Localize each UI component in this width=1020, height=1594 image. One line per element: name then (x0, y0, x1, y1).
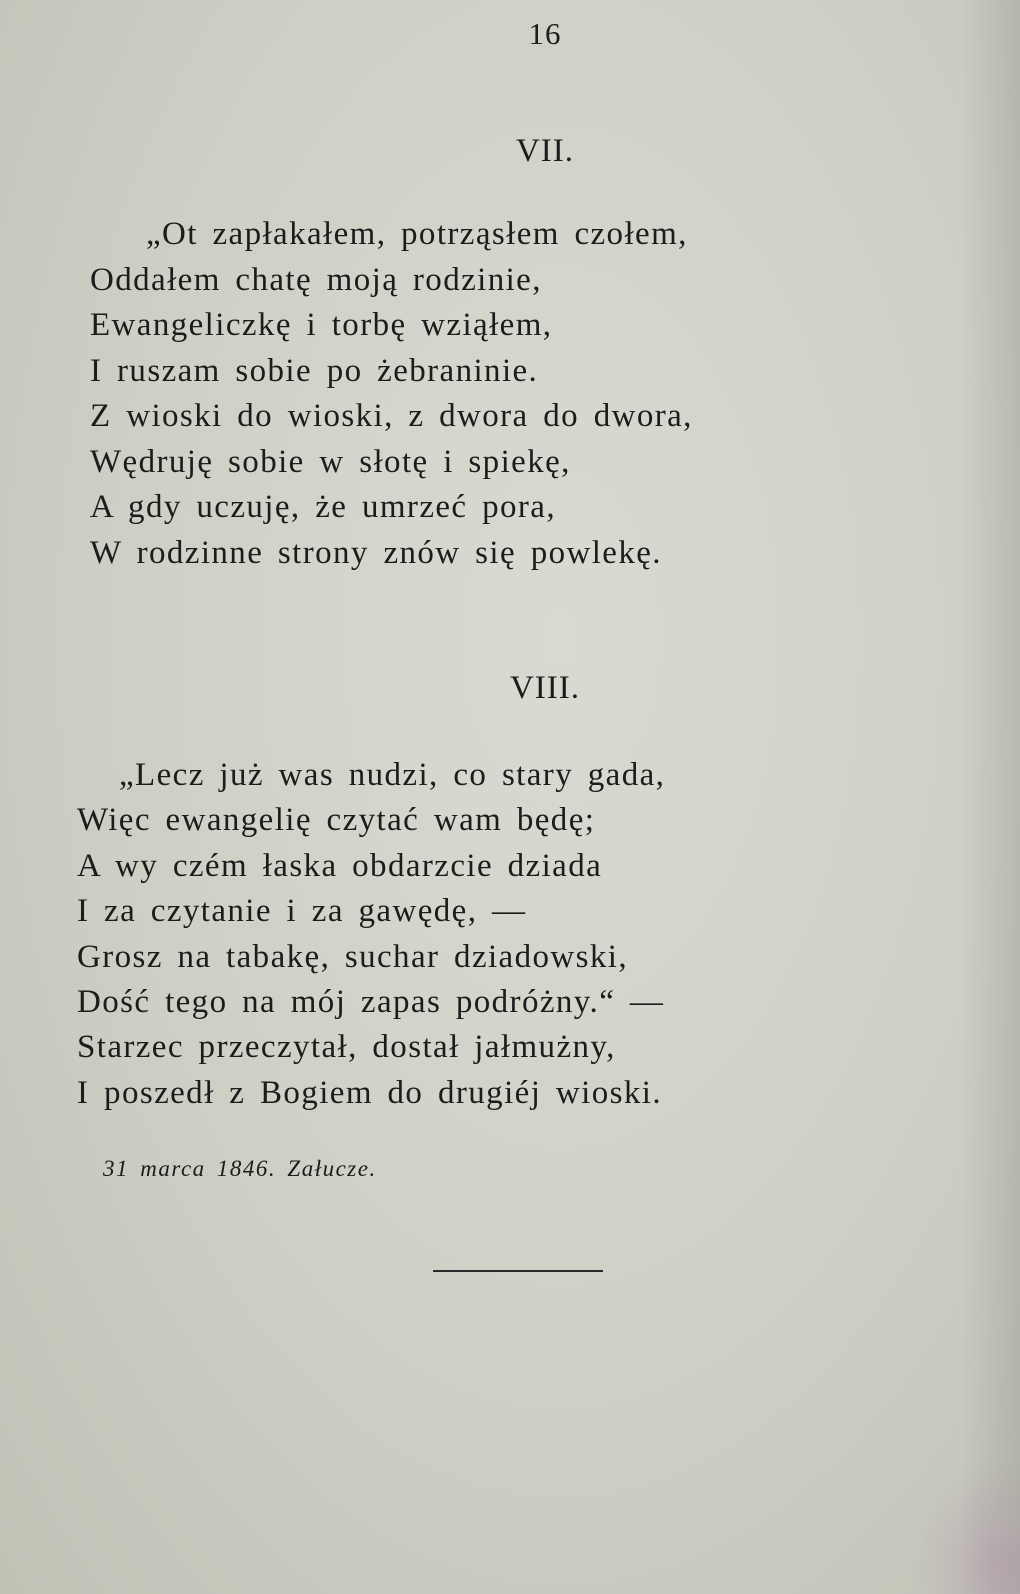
verse-line: Grosz na tabakę, suchar dziadowski, (77, 938, 628, 975)
verse-line: „Ot zapłakałem, potrząsłem czołem, (146, 216, 688, 252)
verse-line: Dość tego na mój zapas podróżny.“ — (77, 983, 665, 1020)
page-number: 16 (528, 16, 562, 51)
verse-line: Starzec przeczytał, dostał jałmużny, (77, 1029, 616, 1066)
verse-line: I za czytanie i za gawędę, — (77, 893, 527, 930)
verse-line: Z wioski do wioski, z dwora do dwora, (90, 398, 693, 434)
verse-line: I ruszam sobie po żebraninie. (90, 352, 539, 389)
section-heading-vii: VII. (515, 133, 575, 169)
section-heading-viii: VIII. (509, 670, 581, 706)
verse-line: A gdy uczuję, że umrzeć pora, (90, 489, 556, 525)
verse-line: „Lecz już was nudzi, co stary gada, (119, 757, 666, 793)
verse-line: Ewangeliczkę i torbę wziąłem, (90, 307, 553, 343)
stanza-viii (77, 753, 665, 1116)
verse-line: I poszedł z Bogiem do drugiéj wioski. (77, 1074, 662, 1111)
verse-line: A wy czém łaska obdarzcie dziada (77, 847, 603, 884)
verse-line: Oddałem chatę moją rodzinie, (90, 261, 542, 298)
verse-line: Wędruję sobie w słotę i spiekę, (90, 443, 571, 480)
dateline: 31 marca 1846. Załucze. (103, 1156, 377, 1181)
verse-line: W rodzinne strony znów się powlekę. (90, 534, 662, 571)
page-edge-shadow (960, 0, 1020, 1594)
verse-line: Więc ewangelię czytać wam będę; (77, 802, 596, 839)
end-rule (433, 1270, 603, 1272)
paper-stain (910, 1454, 1020, 1594)
stanza-vii (90, 212, 693, 576)
